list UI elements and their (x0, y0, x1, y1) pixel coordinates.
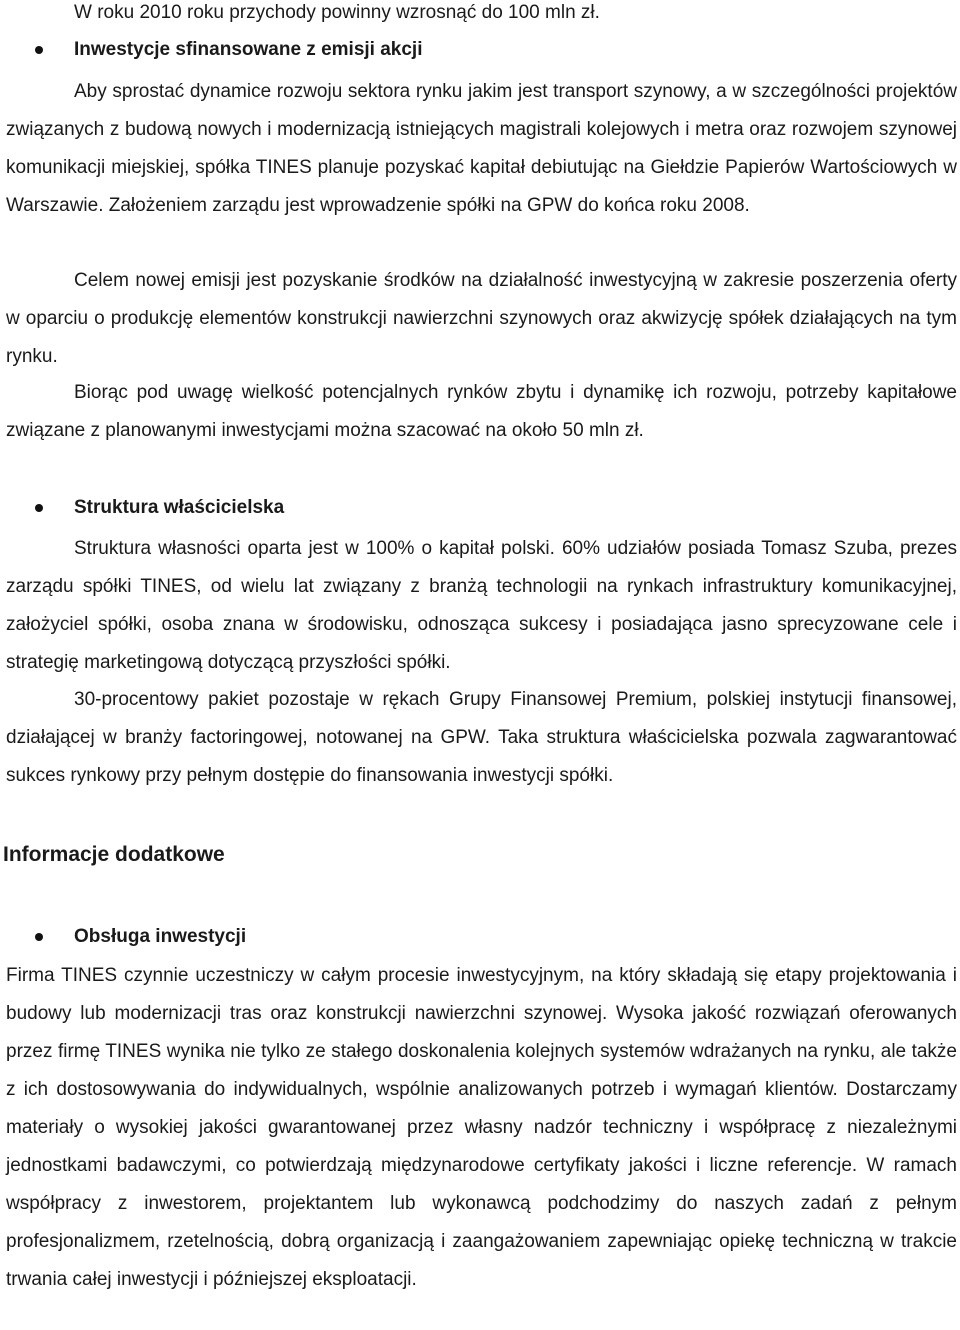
investments-paragraph-1: Aby sprostać dynamice rozwoju sektora rynku jakim jest transport szynowy, a w szczególności projektów związanych z budową nowych i modernizacją istniejących magistrali kolejowych i metra oraz rozwojem szynowej komunikacji miejskiej, spółka TINES planuje pozyskać kapitał debiutując na Giełdzie Papierów Wartościowych w Warszawie. Założeniem zarządu jest wprowadzenie spółki na GPW do końca roku 2008. (6, 81, 957, 216)
service-paragraph: Firma TINES czynnie uczestniczy w całym procesie inwestycyjnym, na który składają się etapy projektowania i budowy lub modernizacji tras oraz konstrukcji nawierzchni szynowej. Wysoka jakość rozwiązań oferowanych przez firmę TINES wynika nie tylko ze stałego doskonalenia kolejnych systemów wdrażanych na rynku, ale także z ich dostosowywania do indywidualnych, wspólnie analizowanych potrzeb i wymagań klientów. Dostarczamy materiały o wysokiej jakości gwarantowanej przez własny nadzór techniczny i współpracę z niezależnymi jednostkami badawczymi, co potwierdzają międzynarodowe certyfikaty jakości i liczne referencje. W ramach współpracy z inwestorem, projektantem lub wykonawcą podchodzimy do naszych zadań z pełnym profesjonalizmem, rzetelnością, dobrą organizacją i zaangażowaniem zapewniając opiekę techniczną w trakcie trwania całej inwestycji i późniejszej eksploatacji. (6, 965, 957, 1290)
bullet-dot-icon (35, 933, 43, 941)
intro-paragraph: W roku 2010 roku przychody powinny wzrosnąć do 100 mln zł. (74, 2, 600, 23)
investments-paragraph-3: Biorąc pod uwagę wielkość potencjalnych rynków zbytu i dynamikę ich rozwoju, potrzeby kapitałowe związane z planowanymi inwestycjami można szacować na około 50 mln zł. (6, 382, 957, 441)
ownership-paragraph-2: 30-procentowy pakiet pozostaje w rękach Grupy Finansowej Premium, polskiej instytucji finansowej, działającej w branży factoringowej, notowanej na GPW. Taka struktura właścicielska pozwala zagwarantować sukces rynkowy przy pełnym dostępie do finansowania inwestycji spółki. (6, 689, 957, 786)
bullet-dot-icon (35, 46, 43, 54)
bullet-investments-title: Inwestycje sfinansowane z emisji akcji (74, 39, 423, 60)
bullet-service (0, 918, 957, 956)
bullet-ownership-title: Struktura właścicielska (74, 497, 285, 518)
investments-paragraph-2: Celem nowej emisji jest pozyskanie środków na działalność inwestycyjną w zakresie poszerzenia oferty w oparciu o produkcję elementów konstrukcji nawierzchni szynowych oraz akwizycję spółek działających na tym rynku. (6, 270, 957, 367)
section-heading-additional: Informacje dodatkowe (3, 843, 225, 866)
bullet-investments (0, 31, 957, 69)
bullet-service-title: Obsługa inwestycji (74, 926, 247, 947)
ownership-paragraph-1: Struktura własności oparta jest w 100% o kapitał polski. 60% udziałów posiada Tomasz Szuba, prezes zarządu spółki TINES, od wielu lat związany z branżą technologii na rynkach infrastruktury komunikacyjnej, założyciel spółki, osoba znana w środowisku, odnosząca sukcesy i posiadająca jasno sprecyzowane cele i strategię marketingową dotyczącą przyszłości spółki. (6, 538, 957, 673)
bullet-ownership (0, 489, 957, 527)
bullet-dot-icon (35, 504, 43, 512)
